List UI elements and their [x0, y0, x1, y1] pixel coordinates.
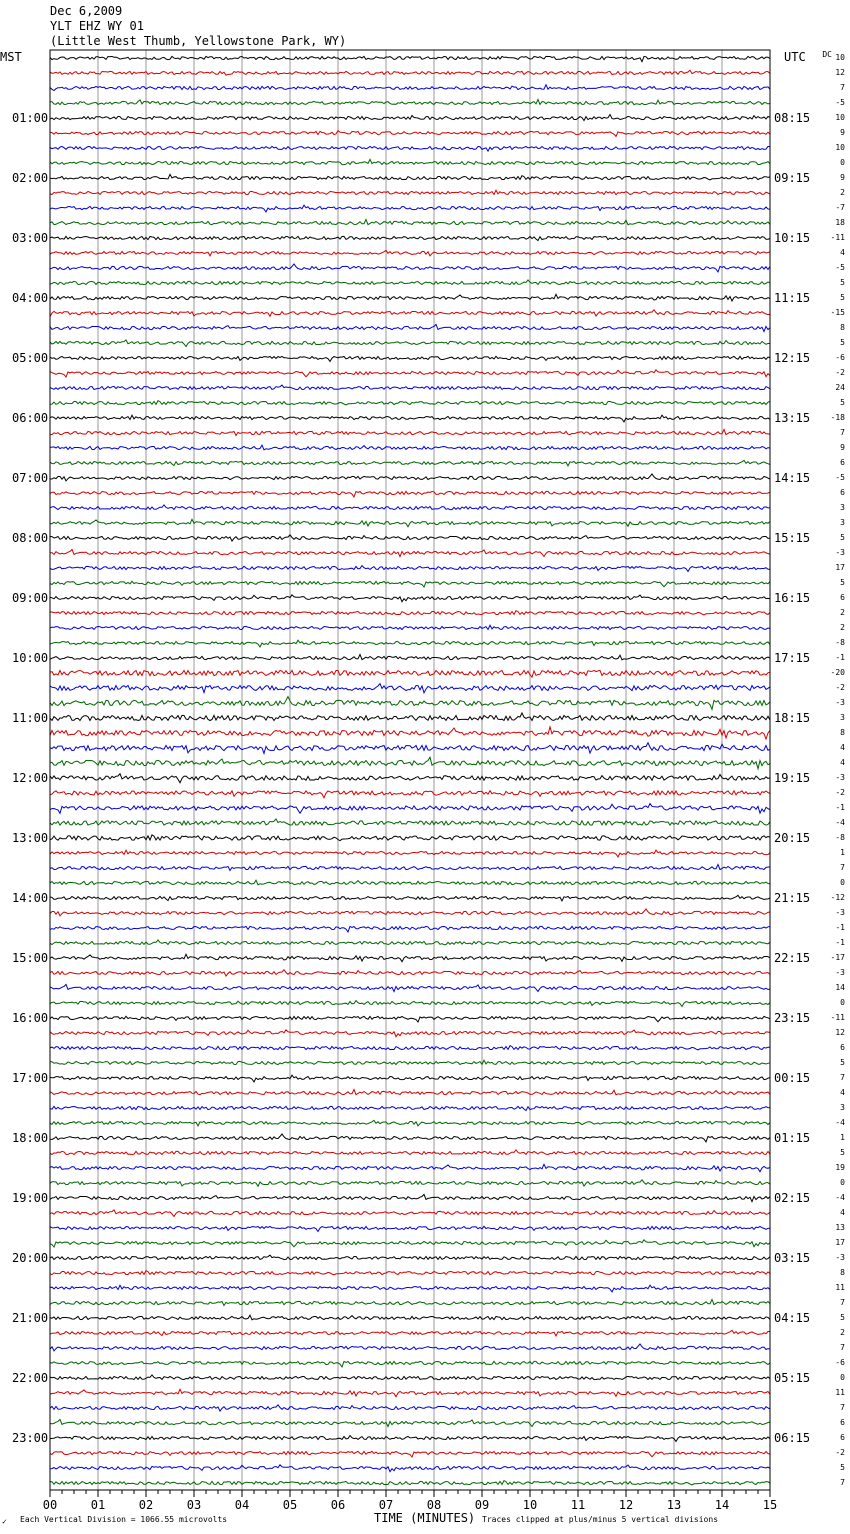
trace-line — [50, 445, 770, 450]
dc-offset-label: -4 — [835, 818, 845, 827]
trace-line — [50, 190, 770, 194]
left-hour-label: 02:00 — [12, 171, 49, 185]
right-hour-label: 06:15 — [774, 1431, 811, 1445]
dc-offset-label: 7 — [840, 83, 845, 92]
dc-offset-label: 5 — [840, 1463, 845, 1472]
trace-line — [50, 1030, 770, 1037]
trace-line — [50, 491, 770, 497]
trace-line — [50, 1285, 770, 1292]
trace-line — [50, 595, 770, 602]
dc-offset-label: 1 — [840, 848, 845, 857]
trace-line — [50, 1481, 770, 1485]
left-hour-label: 11:00 — [12, 711, 49, 725]
trace-line — [50, 880, 770, 885]
trace-line — [50, 1375, 770, 1380]
left-hour-label: 19:00 — [12, 1191, 49, 1205]
trace-line — [50, 385, 770, 390]
trace-line — [50, 1180, 770, 1187]
trace-line — [50, 264, 770, 272]
trace-line — [50, 1451, 770, 1457]
trace-line — [50, 835, 770, 841]
dc-offset-label: 4 — [840, 1088, 845, 1097]
dc-offset-label: -3 — [835, 698, 845, 707]
dc-offset-label: -4 — [835, 1193, 845, 1202]
trace-line — [50, 1465, 770, 1472]
trace-line — [50, 174, 770, 180]
dc-offset-label: 17 — [835, 1238, 845, 1247]
dc-offset-label: 8 — [840, 323, 845, 332]
left-hour-label: 23:00 — [12, 1431, 49, 1445]
dc-offset-label: -4 — [835, 1118, 845, 1127]
dc-offset-label: -12 — [830, 893, 845, 902]
trace-line — [50, 625, 770, 629]
trace-line — [50, 819, 770, 825]
right-hour-label: 23:15 — [774, 1011, 811, 1025]
trace-line — [50, 1134, 770, 1142]
dc-offset-label: -1 — [835, 803, 845, 812]
dc-offset-label: 6 — [840, 593, 845, 602]
trace-line — [50, 1344, 770, 1351]
dc-offset-label: -8 — [835, 833, 845, 842]
left-hour-label: 07:00 — [12, 471, 49, 485]
dc-offset-label: -3 — [835, 908, 845, 917]
left-hour-label: 10:00 — [12, 651, 49, 665]
x-tick-label: 03 — [186, 1498, 202, 1512]
left-hour-label: 12:00 — [12, 771, 49, 785]
right-hour-label: 09:15 — [774, 171, 811, 185]
right-hour-label: 12:15 — [774, 351, 811, 365]
trace-line — [50, 1240, 770, 1247]
trace-line — [50, 1226, 770, 1231]
dc-offset-label: 10 — [835, 113, 845, 122]
trace-line — [50, 70, 770, 75]
dc-offset-label: 7 — [840, 1298, 845, 1307]
dc-offset-label: 12 — [835, 68, 845, 77]
trace-line — [50, 1194, 770, 1201]
dc-offset-label: 13 — [835, 1223, 845, 1232]
trace-layer — [50, 56, 770, 1485]
dc-offset-label: 0 — [840, 1373, 845, 1382]
trace-line — [50, 1060, 770, 1064]
dc-offset-label: 14 — [835, 983, 845, 992]
dc-offset-label: 6 — [840, 458, 845, 467]
dc-offset-label: 7 — [840, 1073, 845, 1082]
right-hour-label: 19:15 — [774, 771, 811, 785]
trace-line — [50, 1436, 770, 1442]
trace-line — [50, 460, 770, 466]
trace-line — [50, 1361, 770, 1367]
clip-note: Traces clipped at plus/minus 5 vertical divisions — [482, 1515, 719, 1524]
x-tick-label: 04 — [234, 1498, 250, 1512]
trace-line — [50, 774, 770, 783]
right-hour-label: 18:15 — [774, 711, 811, 725]
dc-offset-label: -3 — [835, 773, 845, 782]
dc-offset-label: 9 — [840, 443, 845, 452]
right-hour-label: 04:15 — [774, 1311, 811, 1325]
scale-note: Each Vertical Division = 1066.55 microvolts — [20, 1515, 228, 1524]
dc-offset-label: -15 — [830, 308, 845, 317]
dc-offset-label: 7 — [840, 1343, 845, 1352]
trace-line — [50, 1164, 770, 1171]
right-hour-label: 05:15 — [774, 1371, 811, 1385]
trace-line — [50, 727, 770, 739]
dc-offset-label: -17 — [830, 953, 845, 962]
dc-offset-label: -11 — [830, 233, 845, 242]
dc-offset-label: -3 — [835, 968, 845, 977]
left-hour-label: 16:00 — [12, 1011, 49, 1025]
trace-line — [50, 56, 770, 61]
dc-offset-label: 12 — [835, 1028, 845, 1037]
dc-offset-label: 11 — [835, 1388, 845, 1397]
left-hour-label: 18:00 — [12, 1131, 49, 1145]
trace-line — [50, 370, 770, 377]
trace-line — [50, 791, 770, 798]
x-tick-label: 09 — [474, 1498, 490, 1512]
left-hour-label: 14:00 — [12, 891, 49, 905]
x-tick-label: 11 — [570, 1498, 586, 1512]
trace-line — [50, 549, 770, 556]
dc-offset-label: 8 — [840, 728, 845, 737]
dc-offset-label: 4 — [840, 1208, 845, 1217]
trace-line — [50, 970, 770, 976]
dc-offset-label: 3 — [840, 713, 845, 722]
trace-line — [50, 310, 770, 317]
right-hour-label: 01:15 — [774, 1131, 811, 1145]
trace-line — [50, 519, 770, 526]
right-hour-label: 13:15 — [774, 411, 811, 425]
dc-offset-label: 9 — [840, 173, 845, 182]
trace-line — [50, 1419, 770, 1426]
dc-offset-label: 1 — [840, 1133, 845, 1142]
dc-offset-label: 18 — [835, 218, 845, 227]
dc-offset-label: -3 — [835, 548, 845, 557]
left-hour-label: 21:00 — [12, 1311, 49, 1325]
x-tick-label: 07 — [378, 1498, 394, 1512]
left-hour-label: 15:00 — [12, 951, 49, 965]
dc-offset-label: 17 — [835, 563, 845, 572]
right-hour-label: 22:15 — [774, 951, 811, 965]
dc-offset-label: 5 — [840, 1148, 845, 1157]
dc-offset-label: 5 — [840, 578, 845, 587]
dc-offset-label: 7 — [840, 863, 845, 872]
dc-offset-label: 5 — [840, 398, 845, 407]
dc-offset-label: -6 — [835, 1358, 845, 1367]
trace-line — [50, 804, 770, 814]
trace-line — [50, 611, 770, 615]
trace-line — [50, 697, 770, 710]
trace-line — [50, 655, 770, 660]
x-tick-label: 15 — [762, 1498, 778, 1512]
trace-line — [50, 865, 770, 871]
left-hour-label: 06:00 — [12, 411, 49, 425]
right-hour-label: 17:15 — [774, 651, 811, 665]
trace-line — [50, 220, 770, 225]
dc-offset-label: -5 — [835, 263, 845, 272]
dc-offset-label: 0 — [840, 1178, 845, 1187]
dc-offset-label: 5 — [840, 1058, 845, 1067]
right-hour-label: 15:15 — [774, 531, 811, 545]
trace-line — [50, 401, 770, 405]
trace-line — [50, 294, 770, 301]
trace-line — [50, 1106, 770, 1110]
trace-line — [50, 85, 770, 91]
trace-line — [50, 954, 770, 961]
dc-offset-label: 2 — [840, 1328, 845, 1337]
dc-offset-label: 0 — [840, 998, 845, 1007]
trace-line — [50, 205, 770, 212]
trace-line — [50, 250, 770, 256]
trace-line — [50, 581, 770, 587]
x-tick-label: 02 — [138, 1498, 154, 1512]
left-hour-label: 17:00 — [12, 1071, 49, 1085]
dc-offset-label: 7 — [840, 1478, 845, 1487]
right-hour-label: 21:15 — [774, 891, 811, 905]
dc-offset-label: -1 — [835, 653, 845, 662]
dc-offset-label: 3 — [840, 518, 845, 527]
trace-line — [50, 566, 770, 572]
dc-offset-label: -1 — [835, 938, 845, 947]
trace-line — [50, 1075, 770, 1082]
x-axis-label: TIME (MINUTES) — [374, 1511, 476, 1525]
dc-offset-label: 5 — [840, 293, 845, 302]
left-hour-label: 13:00 — [12, 831, 49, 845]
x-tick-label: 08 — [426, 1498, 442, 1512]
dc-offset-label: -6 — [835, 353, 845, 362]
trace-line — [50, 474, 770, 481]
dc-offset-label: 6 — [840, 488, 845, 497]
trace-line — [50, 340, 770, 347]
right-timezone-label: UTC — [784, 50, 806, 64]
trace-line — [50, 1016, 770, 1022]
dc-offset-label: 0 — [840, 158, 845, 167]
header-date: Dec 6,2009 — [50, 4, 123, 18]
trace-line — [50, 713, 770, 721]
small-logo-mark: ✓ — [2, 1517, 7, 1526]
plot-frame — [50, 50, 770, 1490]
right-hour-label: 00:15 — [774, 1071, 811, 1085]
trace-line — [50, 280, 770, 285]
trace-line — [50, 1315, 770, 1320]
trace-line — [50, 670, 770, 677]
dc-offset-label: -18 — [830, 413, 845, 422]
dc-offset-label: 6 — [840, 1418, 845, 1427]
trace-line — [50, 743, 770, 754]
x-axis-ticks — [50, 1490, 770, 1497]
dc-offset-label: -1 — [835, 923, 845, 932]
dc-offset-label: 6 — [840, 1043, 845, 1052]
trace-line — [50, 236, 770, 240]
trace-line — [50, 1001, 770, 1007]
trace-line — [50, 1090, 770, 1095]
x-tick-label: 10 — [522, 1498, 538, 1512]
trace-line — [50, 430, 770, 436]
dc-offset-label: 3 — [840, 1103, 845, 1112]
dc-header: DC — [822, 50, 832, 59]
dc-offset-label: 24 — [835, 383, 845, 392]
dc-offset-label: -3 — [835, 1253, 845, 1262]
trace-line — [50, 159, 770, 164]
header-location: (Little West Thumb, Yellowstone Park, WY) — [50, 34, 347, 48]
dc-offset-label: 8 — [840, 1268, 845, 1277]
dc-offset-label: 4 — [840, 743, 845, 752]
dc-offset-label: 7 — [840, 1403, 845, 1412]
right-hour-label: 10:15 — [774, 231, 811, 245]
trace-line — [50, 1120, 770, 1126]
left-timezone-label: MST — [0, 50, 22, 64]
trace-line — [50, 1389, 770, 1396]
dc-offset-label: -2 — [835, 683, 845, 692]
left-hour-label: 20:00 — [12, 1251, 49, 1265]
trace-line — [50, 1046, 770, 1050]
left-hour-label: 04:00 — [12, 291, 49, 305]
right-hour-label: 20:15 — [774, 831, 811, 845]
dc-offset-label: -11 — [830, 1013, 845, 1022]
trace-line — [50, 415, 770, 422]
header-station: YLT EHZ WY 01 — [50, 19, 144, 33]
dc-offset-label: -5 — [835, 473, 845, 482]
left-hour-label: 08:00 — [12, 531, 49, 545]
trace-line — [50, 1255, 770, 1260]
x-tick-label: 12 — [618, 1498, 634, 1512]
x-tick-label: 13 — [666, 1498, 682, 1512]
dc-offset-label: 6 — [840, 1433, 845, 1442]
trace-line — [50, 535, 770, 541]
trace-line — [50, 131, 770, 137]
dc-offset-label: 2 — [840, 608, 845, 617]
trace-line — [50, 640, 770, 647]
trace-line — [50, 684, 770, 693]
trace-line — [50, 940, 770, 945]
x-tick-label: 05 — [282, 1498, 298, 1512]
dc-offset-label: 3 — [840, 503, 845, 512]
x-tick-label: 14 — [714, 1498, 730, 1512]
dc-offset-label: 5 — [840, 533, 845, 542]
dc-offset-label: 9 — [840, 128, 845, 137]
trace-line — [50, 356, 770, 361]
trace-line — [50, 1210, 770, 1217]
dc-offset-label: 7 — [840, 428, 845, 437]
trace-line — [50, 850, 770, 857]
trace-line — [50, 1330, 770, 1336]
x-tick-label: 01 — [90, 1498, 106, 1512]
dc-offset-label: 5 — [840, 338, 845, 347]
dc-offset-label: 4 — [840, 248, 845, 257]
right-hour-label: 14:15 — [774, 471, 811, 485]
dc-offset-label: -8 — [835, 638, 845, 647]
dc-offset-label: -2 — [835, 368, 845, 377]
trace-line — [50, 1271, 770, 1275]
dc-offset-label: 5 — [840, 1313, 845, 1322]
dc-offset-label: 0 — [840, 878, 845, 887]
left-hour-label: 22:00 — [12, 1371, 49, 1385]
dc-offset-label: -20 — [830, 668, 845, 677]
right-hour-label: 02:15 — [774, 1191, 811, 1205]
right-hour-label: 11:15 — [774, 291, 811, 305]
right-hour-label: 08:15 — [774, 111, 811, 125]
trace-line — [50, 1405, 770, 1411]
dc-offset-label: 2 — [840, 623, 845, 632]
dc-offset-label: 5 — [840, 278, 845, 287]
left-hour-label: 01:00 — [12, 111, 49, 125]
dc-offset-label: 11 — [835, 1283, 845, 1292]
trace-line — [50, 324, 770, 331]
trace-line — [50, 115, 770, 121]
trace-line — [50, 984, 770, 991]
right-hour-label: 03:15 — [774, 1251, 811, 1265]
trace-line — [50, 99, 770, 104]
x-tick-label: 06 — [330, 1498, 346, 1512]
dc-offset-label: -5 — [835, 98, 845, 107]
trace-line — [50, 895, 770, 901]
trace-line — [50, 1300, 770, 1306]
left-hour-label: 05:00 — [12, 351, 49, 365]
trace-line — [50, 926, 770, 932]
dc-offset-label: -2 — [835, 788, 845, 797]
x-tick-label: 00 — [42, 1498, 58, 1512]
trace-line — [50, 909, 770, 916]
plot-grid — [98, 50, 722, 1490]
dc-offset-label: 10 — [835, 143, 845, 152]
left-hour-label: 03:00 — [12, 231, 49, 245]
dc-offset-label: 4 — [840, 758, 845, 767]
trace-line — [50, 505, 770, 510]
right-hour-label: 16:15 — [774, 591, 811, 605]
trace-line — [50, 1150, 770, 1155]
dc-offset-label: 19 — [835, 1163, 845, 1172]
trace-line — [50, 146, 770, 151]
dc-offset-label: -7 — [835, 203, 845, 212]
dc-offset-label: 2 — [840, 188, 845, 197]
dc-offset-label: 10 — [835, 53, 845, 62]
left-hour-label: 09:00 — [12, 591, 49, 605]
dc-offset-label: -2 — [835, 1448, 845, 1457]
trace-line — [50, 757, 770, 769]
